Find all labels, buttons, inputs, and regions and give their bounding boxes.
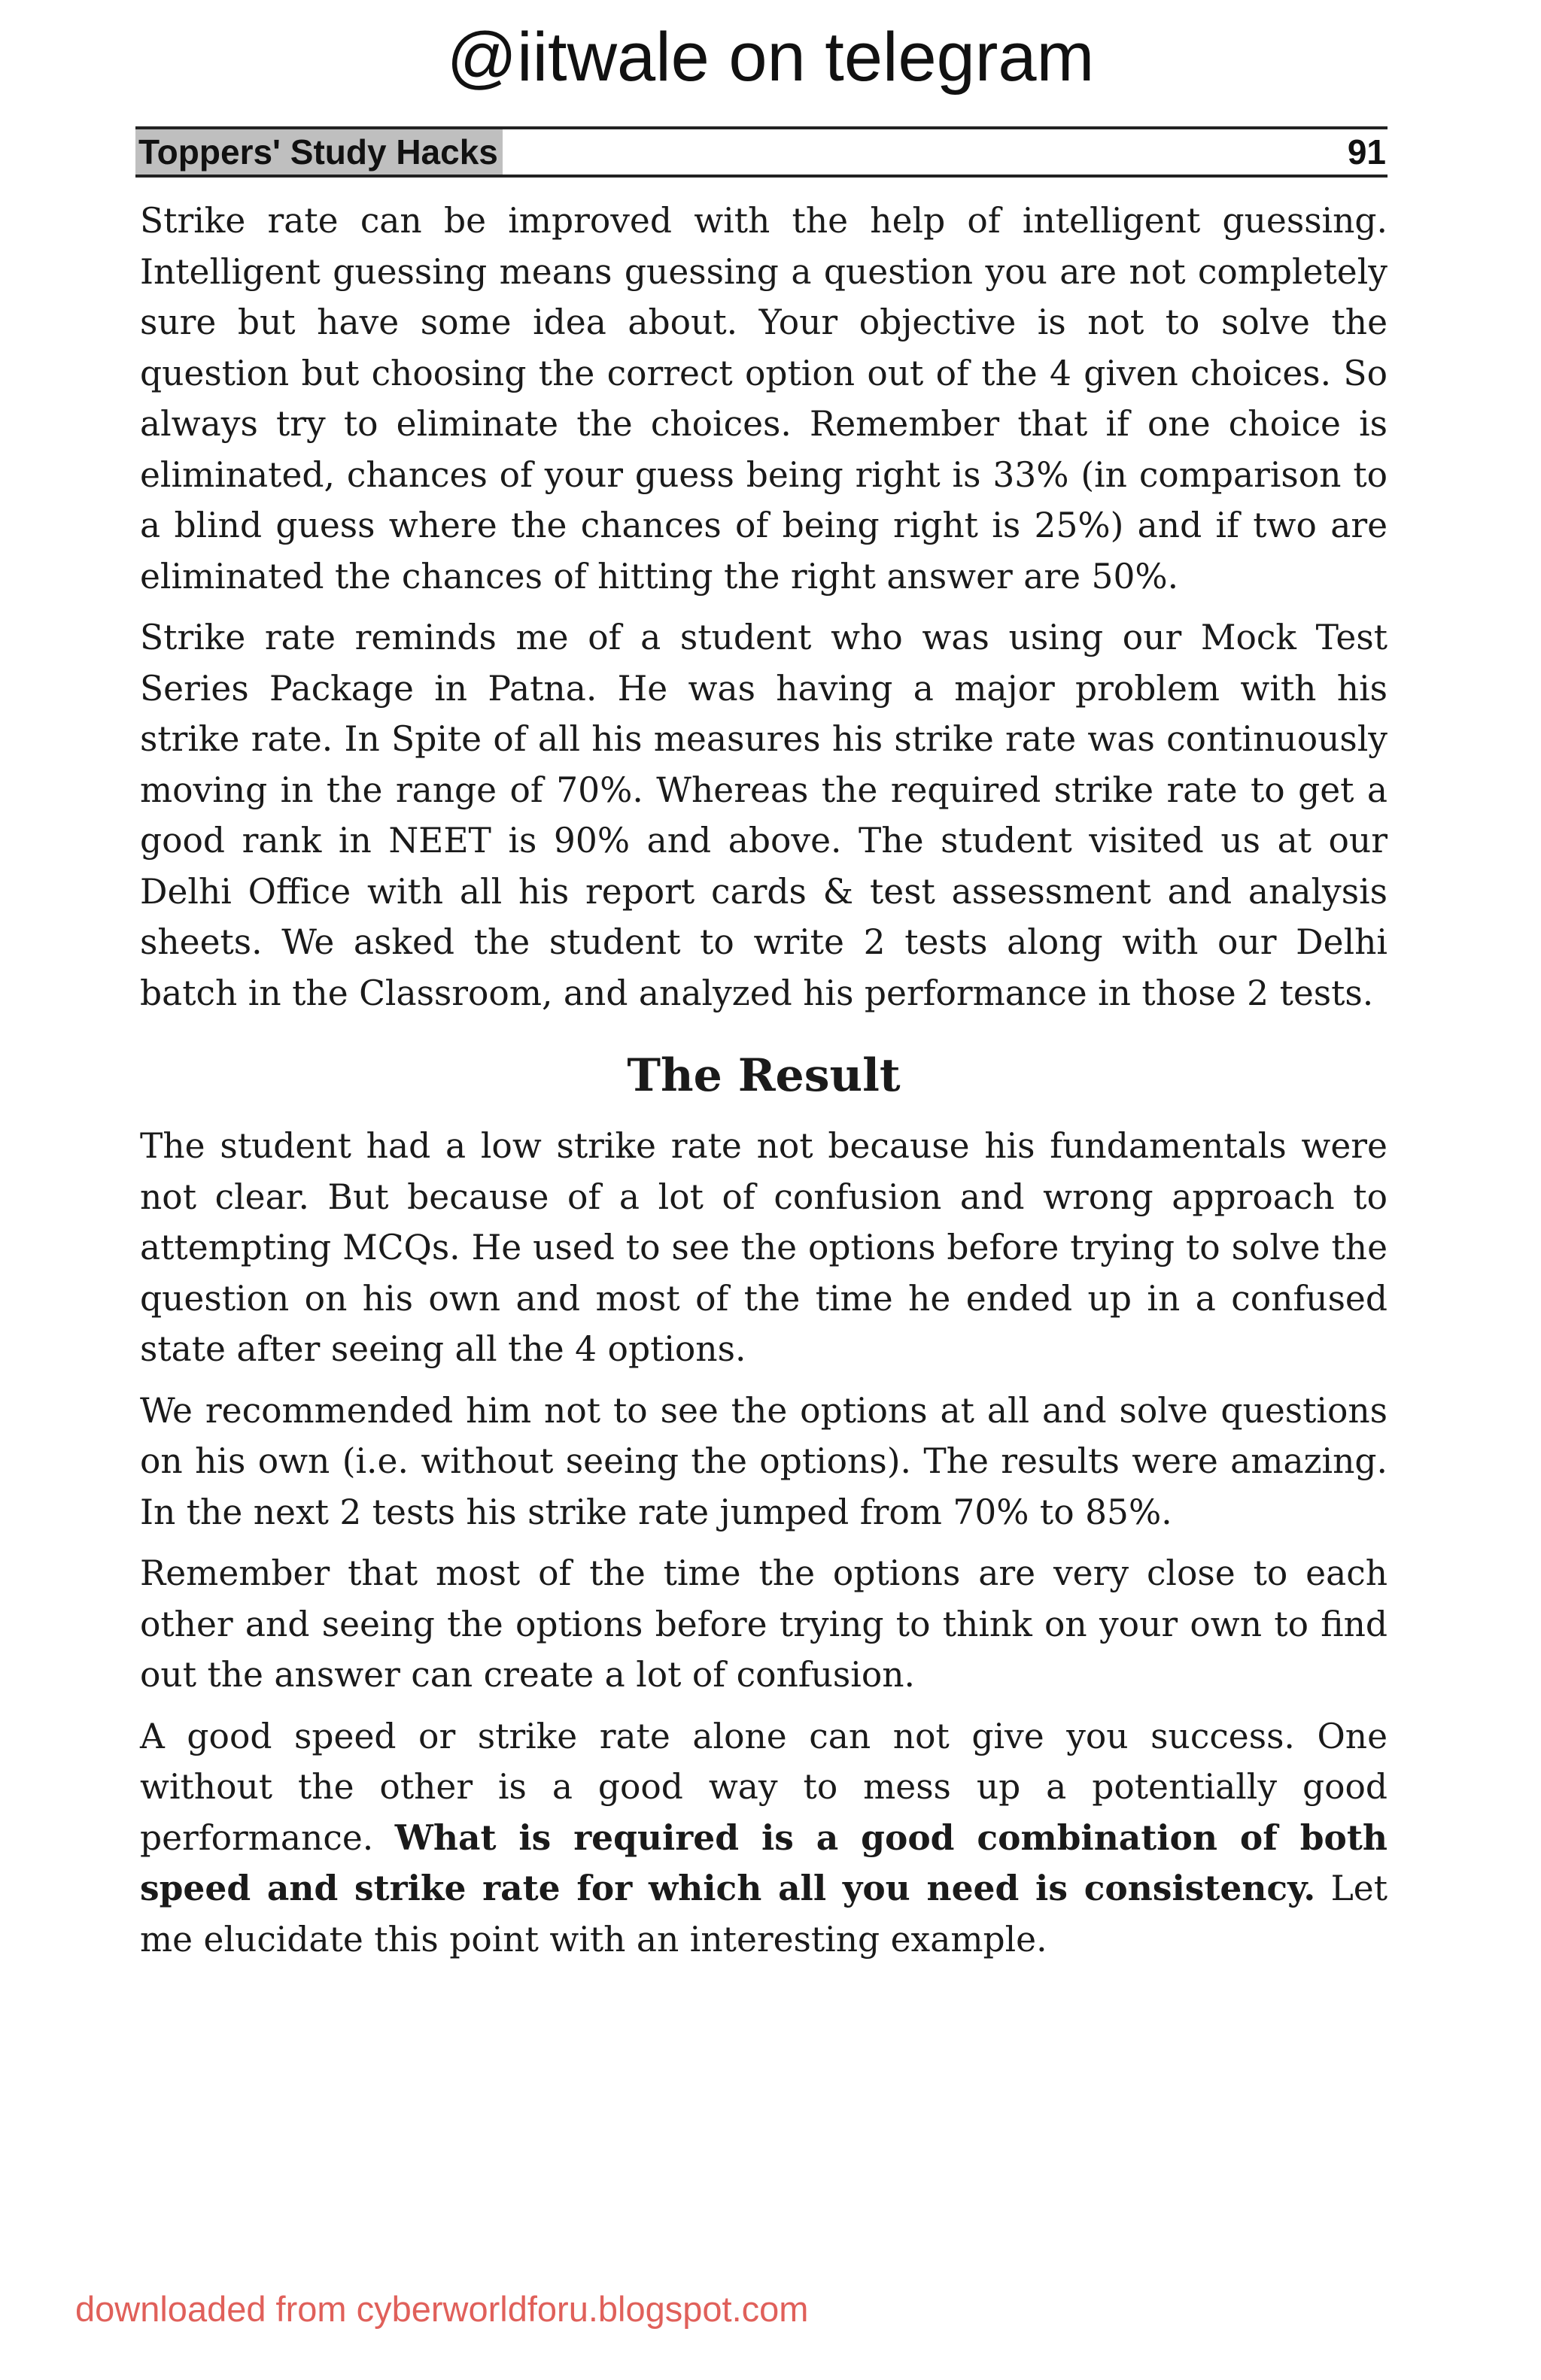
paragraph-student-story: Strike rate reminds me of a student who was using our Mock Test Series Package in Patna. He was having a major problem with his strike rate. In Spite of all his measures his strike rate was continuously moving in the range of 70%. Whereas the required strike rate to get a good rank in NEET is 90% and above. The student visited us at our Delhi Office with all his report cards & test assessment and analysis sheets. We asked the student to write 2 tests along with our Delhi batch in the Classroom, and analyzed his performance in those 2 tests. (140, 618, 1388, 1013)
paragraph-low-strike-rate: The student had a low strike rate not because his fundamentals were not clear. But because of a lot of confusion and wrong approach to attempting MCQs. He used to see the options before trying to solve the question on his own and most of the time he ended up in a confused state after seeing all the 4 options. (140, 1126, 1388, 1369)
page-number: 91 (1347, 132, 1386, 172)
telegram-watermark: @iitwale on telegram (446, 19, 1095, 96)
consistency-outro: Let me elucidate this point with an interesting example. (140, 1868, 1388, 1960)
page-content (140, 196, 1388, 1975)
paragraph-options-close: Remember that most of the time the options are very close to each other and seeing the options before trying to think on your own to find out the answer can create a lot of confusion. (140, 1553, 1388, 1695)
book-title: Toppers' Study Hacks (135, 129, 503, 175)
running-header (135, 126, 1388, 178)
consistency-intro: A good speed or strike rate alone can not give you success. One without the other is a good way to mess up a potentially good performance. (140, 1716, 1388, 1858)
paragraph-intelligent-guessing: Strike rate can be improved with the help of intelligent guessing. Intelligent guessing means guessing a question you are not completely sure but have some idea about. Your objective is not to solve the question but choosing the correct option out of the 4 given choices. So always try to eliminate the choices. Remember that if one choice is eliminated, chances of your guess being right is 33% (in comparison to a blind guess where the chances of being right is 25%) and if two are eliminated the chances of hitting the right answer are 50%. (140, 201, 1388, 597)
paragraph-consistency (140, 1711, 1388, 1966)
consistency-emphasis: What is required is a good combination of both speed and strike rate for which all you need is consistency. (140, 1817, 1388, 1908)
paragraph-recommendation: We recommended him not to see the options at all and solve questions on his own (i.e. without seeing the options). The results were amazing. In the next 2 tests his strike rate jumped from 70% to 85%. (140, 1390, 1388, 1532)
download-source-watermark: downloaded from cyberworldforu.blogspot.com (75, 2289, 809, 2329)
section-heading-result: The Result (627, 1049, 901, 1102)
